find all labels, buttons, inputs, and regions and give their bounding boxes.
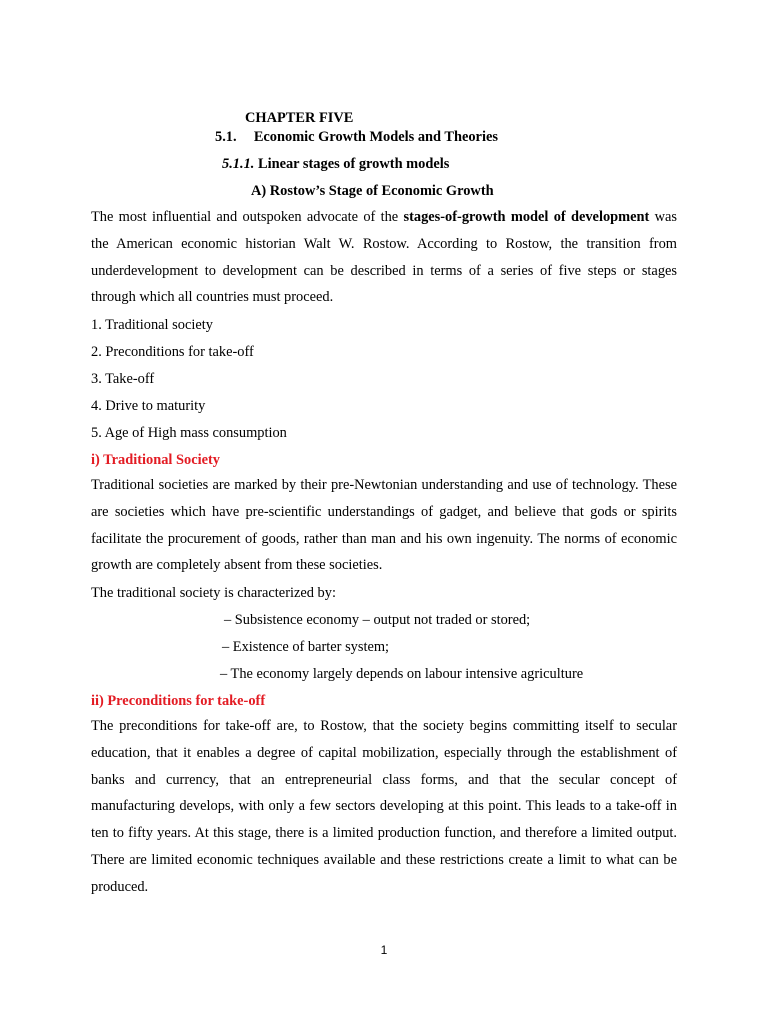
- characteristic-item-2: – Existence of barter system;: [222, 639, 390, 655]
- preconditions-paragraph: The preconditions for take-off are, to Rostow, that the society begins committing itself to secular education, that it enables a degree of capital mobilization, especially through the establishment of banks and currency, that an entrepreneurial class forms, and that the secular concept of manufacturing develops, with only a few sectors developing at this point. This leads to a take-off in ten to fifty years. At this stage, there is a limited production function, and therefore a limited output. There are limited economic techniques available and these restrictions create a limit to what can be produced.: [91, 718, 677, 895]
- stage-item-5: 5. Age of High mass consumption: [91, 425, 287, 441]
- traditional-heading: i) Traditional Society: [91, 452, 220, 468]
- characteristic-item-3: – The economy largely depends on labour intensive agriculture: [220, 666, 584, 682]
- stage-item-4: 4. Drive to maturity: [91, 398, 206, 414]
- section-number: 5.1.: [215, 129, 237, 145]
- stage-item-2: 2. Preconditions for take-off: [91, 344, 254, 360]
- subsection-number: 5.1.1.: [222, 156, 255, 172]
- subsection-heading: [222, 157, 449, 171]
- intro-paragraph: [91, 204, 677, 311]
- stage-item-3: 3. Take-off: [91, 371, 155, 387]
- section-heading: [215, 130, 498, 144]
- intro-bold-phrase: stages-of-growth model of development: [403, 209, 650, 225]
- characteristic-item-1: – Subsistence economy – output not traded or stored;: [224, 612, 531, 628]
- traditional-paragraph: Traditional societies are marked by their pre-Newtonian understanding and use of technology. These are societies which have pre-scientific understandings of gadget, and believe that gods or spirits facilitate the procurement of goods, rather than man and his own ingenuity. The norms of economic growth are completely absent from these societies.: [91, 477, 677, 574]
- traditional-characterized-intro: The traditional society is characterized by:: [91, 585, 336, 601]
- preconditions-heading: ii) Preconditions for take-off: [91, 693, 266, 709]
- intro-text-before: The most influential and outspoken advocate of the: [91, 209, 404, 225]
- page-number: 1: [380, 943, 388, 957]
- subsection-title: Linear stages of growth models: [258, 156, 450, 172]
- stage-item-1: 1. Traditional society: [91, 317, 213, 333]
- part-heading: A) Rostow’s Stage of Economic Growth: [251, 183, 494, 199]
- chapter-heading: CHAPTER FIVE: [245, 110, 354, 126]
- section-title: Economic Growth Models and Theories: [253, 129, 498, 145]
- intro-text-after: was the American economic historian Walt W. Rostow. According to Rostow, the transition from underdevelopment to development can be described in terms of a series of five steps or stages through which all countries must proceed.: [91, 209, 677, 306]
